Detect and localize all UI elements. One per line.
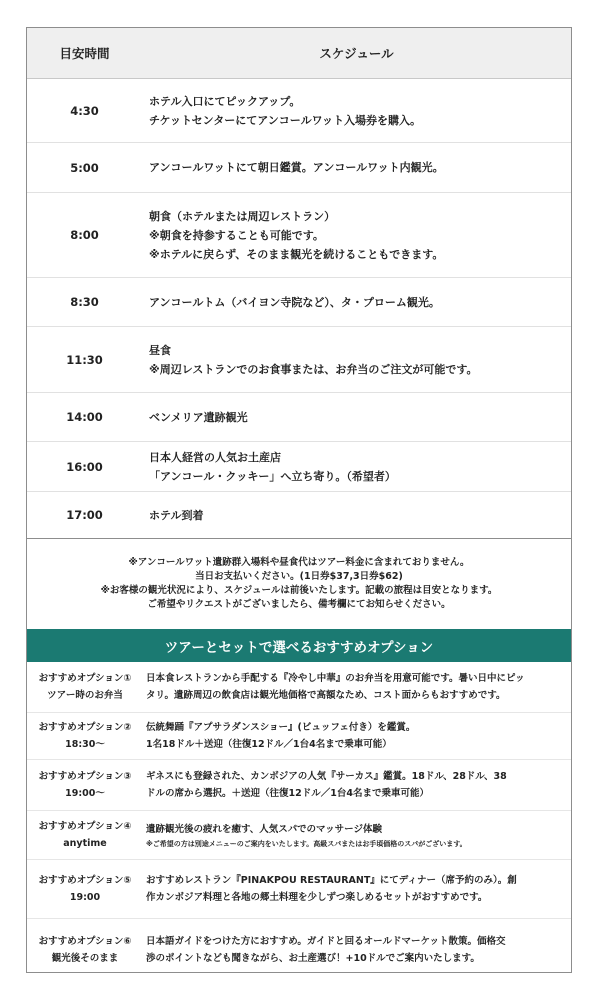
schedule-line: ホテル入口にてピックアップ。: [149, 94, 301, 108]
option-title: おすすめオプション⑤: [38, 875, 132, 886]
time-column-header: 目安時間: [59, 46, 110, 61]
schedule-line: ※ホテルに戻らず、そのまま観光を続けることもできます。: [149, 247, 444, 261]
option-description: [143, 760, 571, 810]
schedule-description: [142, 492, 571, 538]
schedule-line: ※周辺レストランでのお食事または、お弁当のご注文が可能です。: [149, 362, 478, 376]
schedule-line: アンコールトム（バイヨン寺院など）、タ・プローム観光。: [149, 295, 440, 309]
notes-section: [27, 538, 571, 629]
schedule-row: [27, 393, 571, 442]
option-line: おすすめレストラン『PINAKPOU RESTAURANT』にてディナー（席予約のみ）。創: [146, 875, 517, 886]
schedule-description: [142, 327, 571, 392]
option-line: ドルの席から選択。＋送迎（往復12ドル／1台4名まで乗車可能）: [146, 788, 429, 799]
schedule-description: [142, 143, 571, 192]
schedule-time: 11:30: [66, 352, 103, 367]
schedule-time: 14:00: [66, 410, 103, 424]
option-description: [143, 860, 571, 918]
options-banner: ツアーとセットで選べるおすすめオプション: [27, 629, 571, 662]
option-subtitle: anytime: [63, 838, 107, 849]
schedule-line: ホテル到着: [149, 508, 204, 522]
option-row: [27, 919, 571, 973]
option-row: [27, 713, 571, 760]
option-label: [27, 760, 143, 810]
option-description: [143, 662, 571, 712]
option-label: [27, 811, 143, 859]
option-subtitle: 18:30〜: [65, 739, 105, 750]
schedule-line: 「アンコール・クッキー」へ立ち寄り。（希望者）: [149, 469, 396, 483]
option-row: [27, 811, 571, 860]
option-label: [27, 860, 143, 918]
option-row: [27, 662, 571, 713]
option-footnote: ※ご希望の方は別途メニューのご案内をいたします。高級スパまたはお手頃価格のスパがございます。: [146, 839, 467, 848]
option-title: おすすめオプション③: [38, 771, 132, 782]
schedule-line: 日本人経営の人気お土産店: [149, 450, 281, 464]
option-subtitle: 観光後そのまま: [51, 953, 119, 964]
note-line: ※アンコールワット遺跡群入場料や昼食代はツアー料金に含まれておりません。: [128, 557, 470, 568]
note-line: ご希望やリクエストがございましたら、備考欄にてお知らせください。: [147, 599, 451, 610]
option-subtitle: 19:00: [69, 892, 101, 903]
schedule-description: [142, 79, 571, 142]
option-subtitle: 19:00〜: [65, 788, 105, 799]
option-line: 日本食レストランから手配する『冷やし中華』のお弁当を用意可能です。暑い日中にピッ: [146, 673, 525, 684]
schedule-row: [27, 143, 571, 193]
option-row: [27, 760, 571, 811]
schedule-description: [142, 442, 571, 491]
schedule-line: 朝食（ホテルまたは周辺レストラン）: [149, 209, 336, 223]
option-line: 作カンボジア料理と各地の郷土料理を少しずつ楽しめるセットがおすすめです。: [146, 892, 488, 903]
option-subtitle: ツアー時のお弁当: [47, 690, 123, 701]
option-label: [27, 919, 143, 973]
schedule-time: 17:00: [66, 508, 103, 522]
option-line: ギネスにも登録された、カンボジアの人気『サーカス』鑑賞。18ドル、28ドル、38: [146, 771, 507, 782]
option-line: 渉のポイントなども聞きながら、お土産選び！+10ドルでご案内いたします。: [146, 953, 480, 964]
option-description: [143, 713, 571, 759]
option-description: [143, 919, 571, 973]
option-row: [27, 860, 571, 919]
option-line: 伝統舞踊『アプサラダンスショー』(ビュッフェ付き）を鑑賞。: [146, 722, 416, 733]
schedule-line: ベンメリア遺跡観光: [149, 410, 248, 424]
schedule-line: チケットセンターにてアンコールワット入場券を購入。: [149, 113, 422, 127]
note-line: 当日お支払いください。(1日券$37,3日券$62): [195, 571, 403, 582]
note-line: ※お客様の観光状況により、スケジュールは前後いたします。記載の旅程は目安となります。: [100, 585, 498, 596]
option-label: [27, 662, 143, 712]
schedule-time: 5:00: [70, 160, 99, 175]
schedule-row: [27, 492, 571, 538]
schedule-time: 8:30: [70, 295, 99, 309]
schedule-row: [27, 442, 571, 492]
schedule-line: アンコールワットにて朝日鑑賞。アンコールワット内観光。: [149, 161, 444, 174]
option-label: [27, 713, 143, 759]
option-line: 日本語ガイドをつけた方におすすめ。ガイドと回るオールドマーケット散策。価格交: [146, 936, 506, 947]
schedule-line: ※朝食を持参することも可能です。: [149, 228, 324, 242]
schedule-line: 昼食: [149, 343, 171, 357]
option-line: タリ。遺跡周辺の飲食店は観光地価格で高額なため、コスト面からもおすすめです。: [146, 690, 506, 701]
schedule-description: [142, 193, 571, 277]
option-title: おすすめオプション⑥: [38, 936, 132, 947]
option-line: 遺跡観光後の疲れを癒す、人気スパでのマッサージ体験: [146, 823, 382, 835]
schedule-description: [142, 278, 571, 326]
schedule-time: 16:00: [66, 459, 103, 474]
option-title: おすすめオプション④: [38, 821, 132, 832]
option-description: [143, 811, 571, 859]
schedule-column-header: スケジュール: [319, 46, 394, 61]
schedule-row: [27, 193, 571, 278]
itinerary-table: [26, 27, 572, 973]
schedule-row: [27, 79, 571, 143]
schedule-row: [27, 327, 571, 393]
option-title: おすすめオプション②: [38, 722, 132, 733]
schedule-description: [142, 393, 571, 441]
schedule-time: 4:30: [70, 103, 99, 118]
option-line: 1名18ドル＋送迎（往復12ドル／1台4名まで乗車可能）: [146, 739, 392, 750]
schedule-row: [27, 278, 571, 327]
schedule-time: 8:00: [70, 228, 99, 242]
option-title: おすすめオプション①: [38, 673, 132, 684]
schedule-header: [27, 28, 571, 79]
